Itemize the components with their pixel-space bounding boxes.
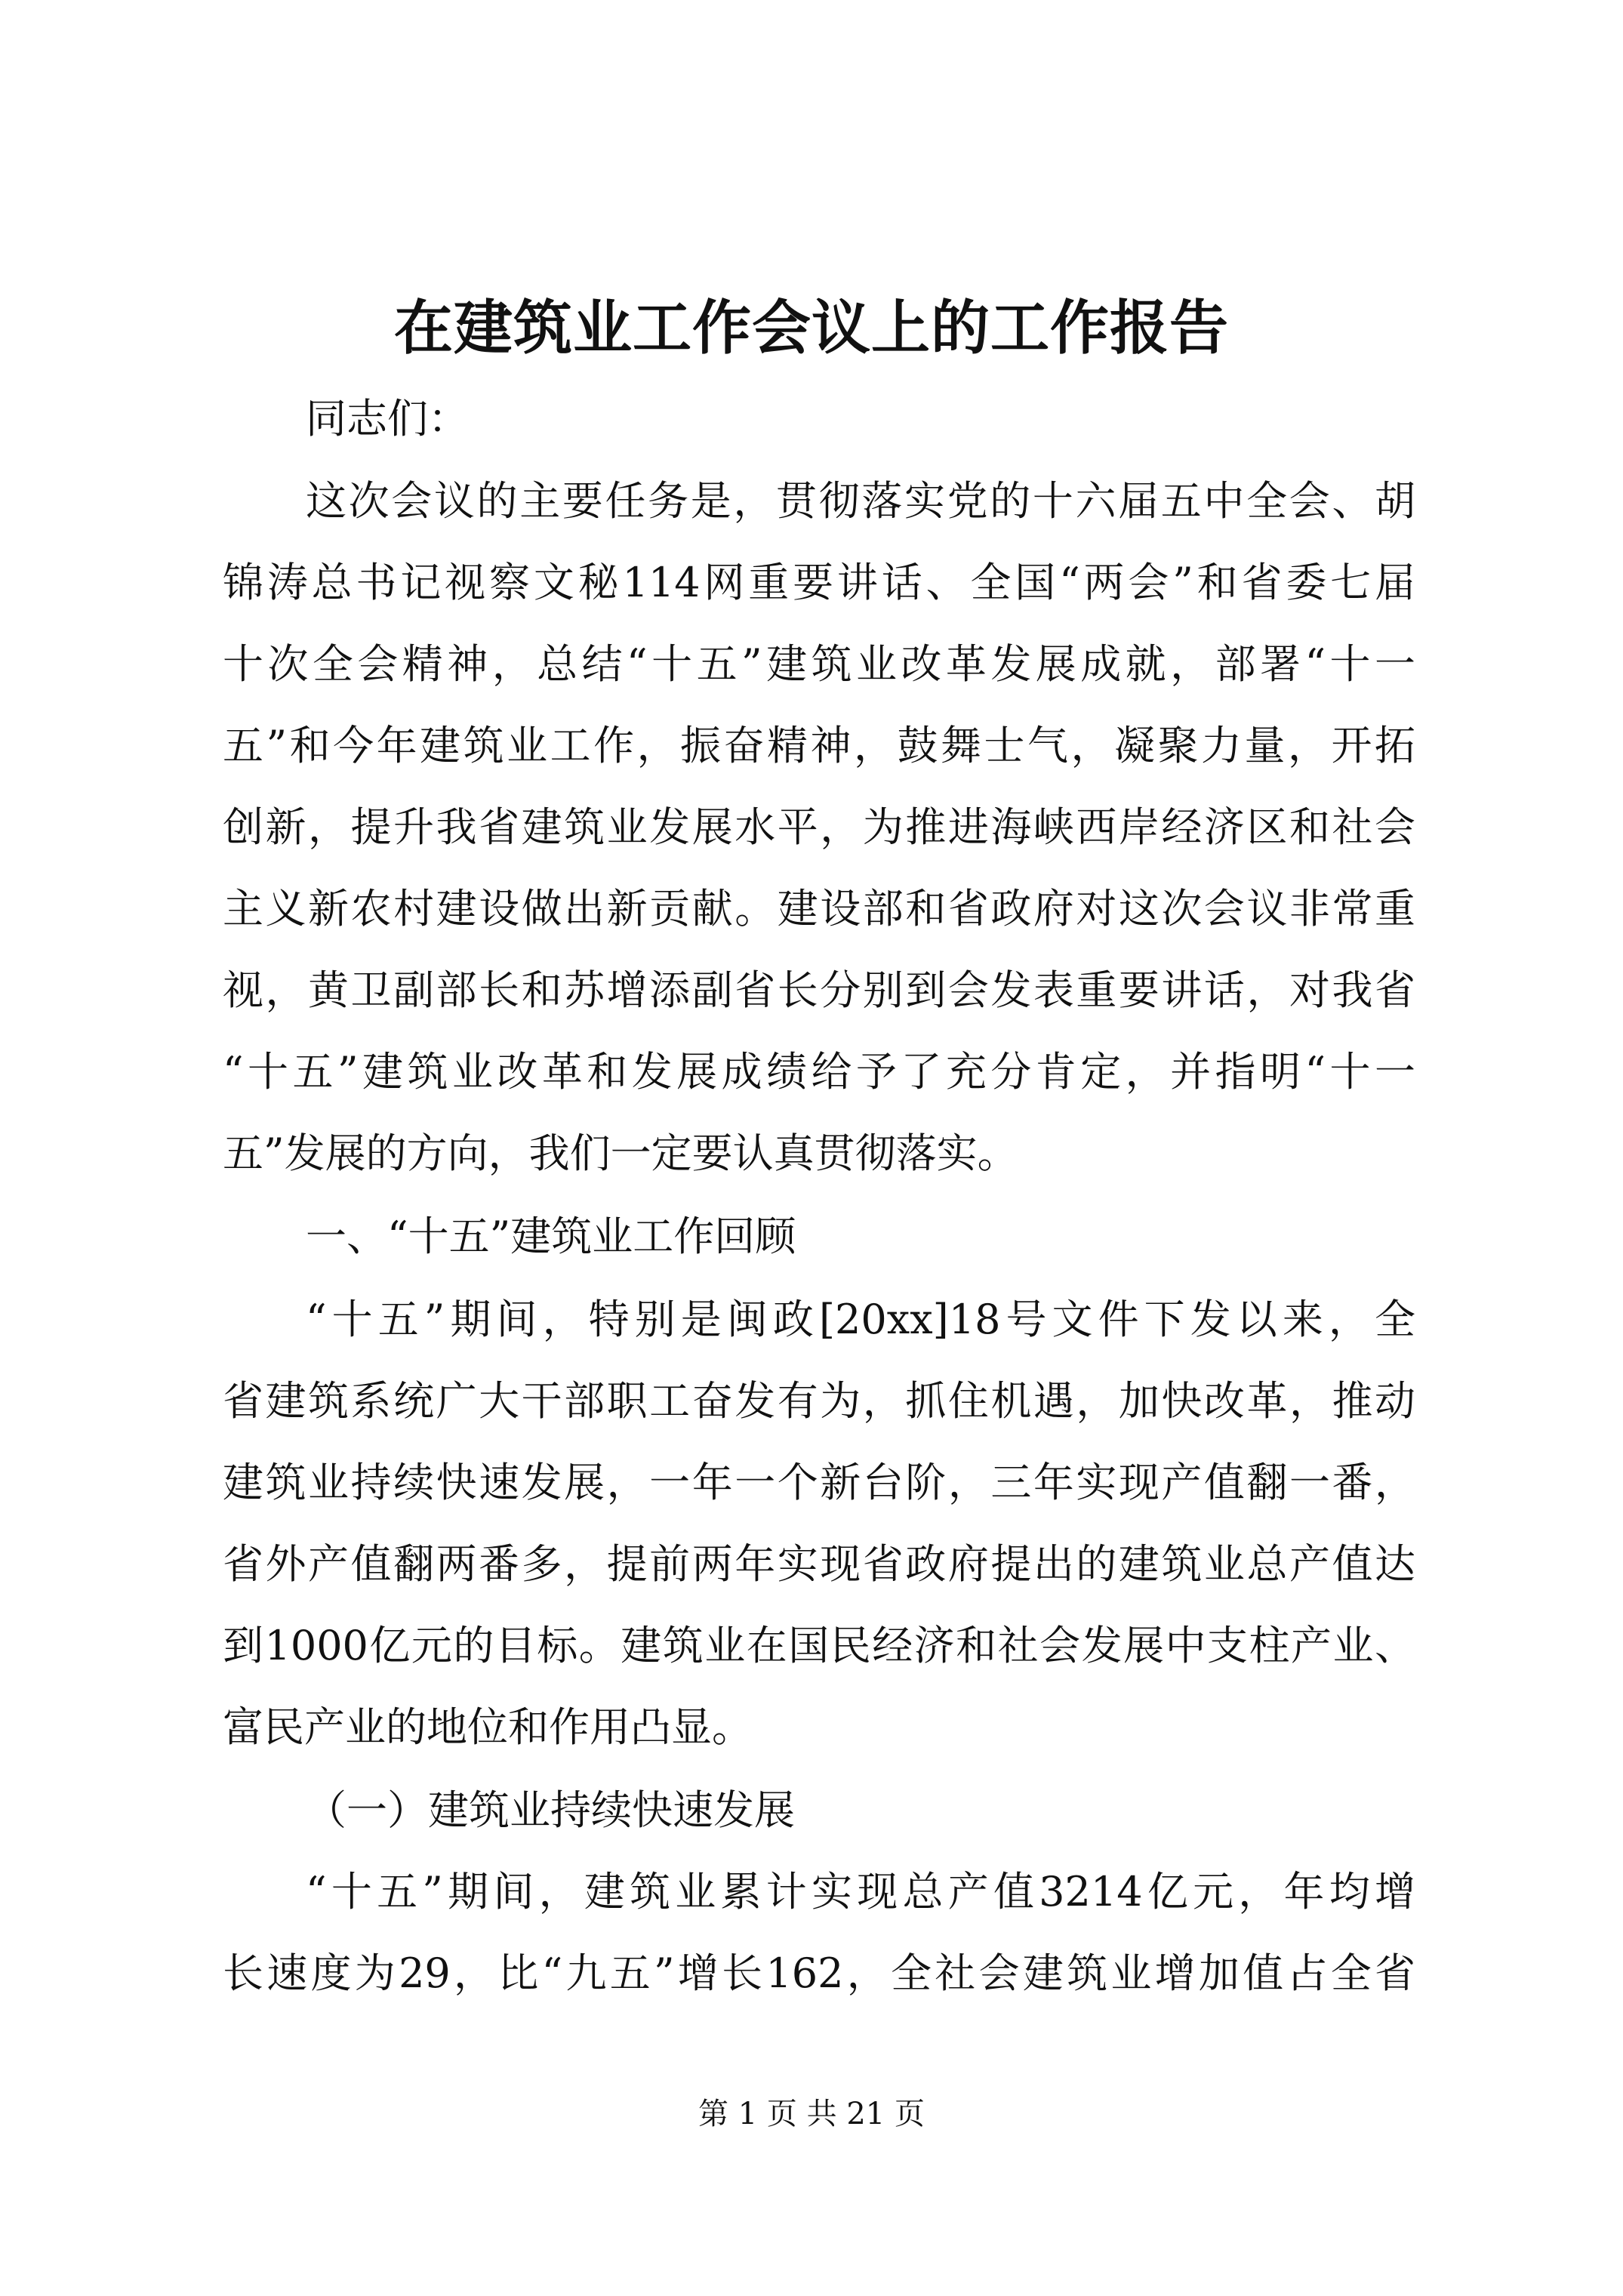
paragraph-line: 省建筑系统广大干部职工奋发有为，抓住机遇，加快改革，推动 <box>223 1377 1415 1425</box>
paragraph-line: 建筑业持续快速发展，一年一个新台阶，三年实现产值翻一番， <box>223 1459 1415 1506</box>
paragraph-line: 富民产业的地位和作用凸显。 <box>223 1703 753 1751</box>
paragraph-line: 长速度为29，比“九五”增长162，全社会建筑业增加值占全省 <box>223 1949 1415 1997</box>
paragraph-line: 五”发展的方向，我们一定要认真贯彻落实。 <box>223 1130 1018 1177</box>
paragraph-line: 省外产值翻两番多，提前两年实现省政府提出的建筑业总产值达 <box>223 1540 1415 1588</box>
paragraph-line: 锦涛总书记视察文秘114网重要讲话、全国“两会”和省委七届 <box>223 559 1415 606</box>
section-heading: 一、“十五”建筑业工作回顾 <box>306 1213 796 1260</box>
paragraph-line: 到1000亿元的目标。建筑业在国民经济和社会发展中支柱产业、 <box>223 1622 1415 1669</box>
paragraph-line: “十五”建筑业改革和发展成绩给予了充分肯定，并指明“十一 <box>223 1048 1415 1096</box>
paragraph-line: 创新，提升我省建筑业发展水平，为推进海峡西岸经济区和社会 <box>223 803 1415 851</box>
subsection-heading: （一）建筑业持续快速发展 <box>306 1786 795 1834</box>
page-footer: 第 1 页 共 21 页 <box>698 2097 925 2131</box>
document-title: 在建筑业工作会议上的工作报告 <box>393 294 1229 362</box>
salutation: 同志们： <box>306 395 469 442</box>
paragraph-line: 十次全会精神，总结“十五”建筑业改革发展成就，部署“十一 <box>223 640 1415 688</box>
paragraph-line: 这次会议的主要任务是，贯彻落实党的十六届五中全会、胡 <box>306 477 1415 525</box>
paragraph-line: 视，黄卫副部长和苏增添副省长分别到会发表重要讲话，对我省 <box>223 966 1415 1014</box>
paragraph-line: “十五”期间，建筑业累计实现总产值3214亿元，年均增 <box>306 1868 1415 1915</box>
paragraph-line: 主义新农村建设做出新贡献。建设部和省政府对这次会议非常重 <box>223 885 1415 932</box>
paragraph-line: 五”和今年建筑业工作，振奋精神，鼓舞士气，凝聚力量，开拓 <box>223 722 1415 769</box>
paragraph-line: “十五”期间，特别是闽政[20xx]18号文件下发以来，全 <box>306 1296 1415 1343</box>
